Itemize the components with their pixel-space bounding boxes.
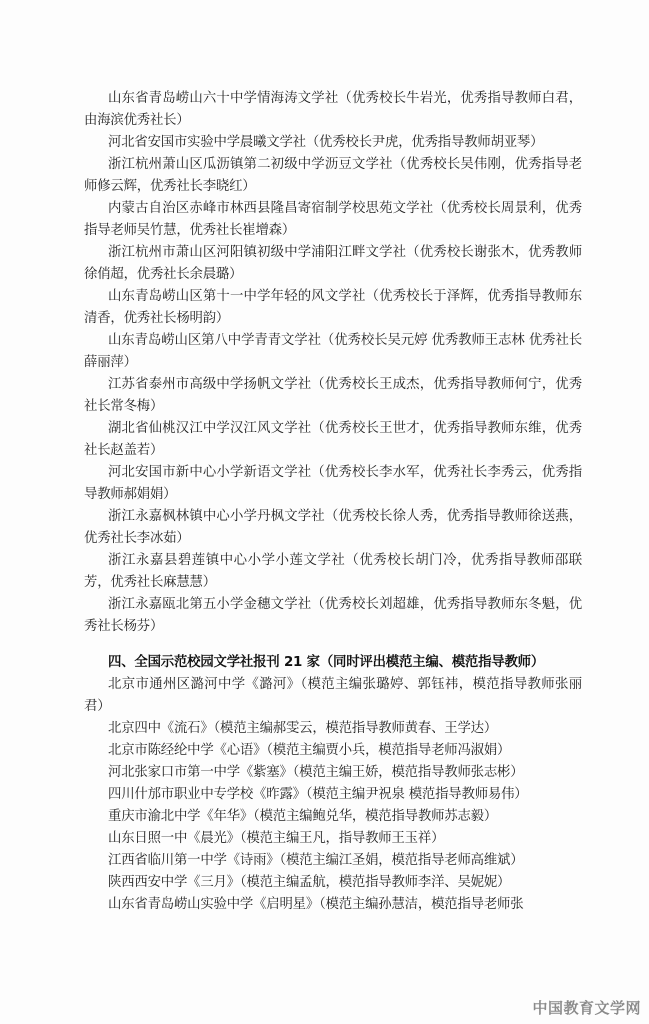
- award-entry: 北京市陈经纶中学《心语》（模范主编贾小兵，模范指导老师冯淑娟）: [108, 743, 511, 758]
- award-entry: 浙江杭州萧山区瓜沥镇第二初级中学沥豆文学社（优秀校长吴伟刚，优秀指导老师修云辉，优秀社长李晓红）: [84, 157, 582, 194]
- award-entry: 浙江永嘉枫林镇中心小学丹枫文学社（优秀校长徐人秀，优秀指导教师徐送燕，优秀社长李冰茹）: [84, 509, 582, 546]
- award-entry: 山东省青岛崂山实验中学《启明星》（模范主编孙慧洁，模范指导老师张: [108, 897, 524, 912]
- award-entry: 山东青岛崂山区第十一中学年轻的风文学社（优秀校长于泽辉，优秀指导教师东清香，优秀社长杨明韵）: [84, 289, 582, 326]
- award-entry: 内蒙古自治区赤峰市林西县隆昌寄宿制学校思苑文学社（优秀校长周景利，优秀指导老师吴竹慧，优秀社长崔增森）: [84, 201, 582, 238]
- site-watermark: 中国教育文学网: [532, 999, 641, 1017]
- award-entry: 江西省临川第一中学《诗雨》（模范主编江圣娟，模范指导老师高维斌）: [108, 853, 524, 868]
- section-spacer: [84, 638, 582, 652]
- award-entry: 北京四中《流石》（模范主编郝雯云，模范指导教师黄春、王学达）: [108, 721, 498, 736]
- award-entry: 河北张家口市第一中学《紫塞》（模范主编王娇，模范指导教师张志彬）: [108, 765, 524, 780]
- section-heading: 四、全国示范校园文学社报刊 21 家（同时评出模范主编、模范指导教师）: [108, 655, 545, 670]
- award-entry: 河北安国市新中心小学新语文学社（优秀校长李水军，优秀社长李秀云，优秀指导教师郝娟娟）: [84, 465, 582, 502]
- award-entry: 北京市通州区潞河中学《潞河》（模范主编张璐婷、郭钰祎，模范指导教师张丽君）: [84, 677, 582, 714]
- award-entry: 湖北省仙桃汉江中学汉江风文学社（优秀校长王世才，优秀指导教师东维，优秀社长赵盖若）: [84, 421, 582, 458]
- award-entry: 山东日照一中《晨光》（模范主编王凡，指导教师王玉祥）: [108, 831, 445, 846]
- award-entry: 山东青岛崂山区第八中学青青文学社（优秀校长吴元婷 优秀教师王志林 优秀社长薛丽萍）: [84, 333, 582, 370]
- award-entry: 江苏省泰州市高级中学扬帆文学社（优秀校长王成杰，优秀指导教师何宁，优秀社长常冬梅）: [84, 377, 582, 414]
- document-body: [84, 88, 582, 916]
- award-entry: 浙江永嘉瓯北第五小学金穗文学社（优秀校长刘超雄，优秀指导教师东冬魁，优秀社长杨芬）: [84, 597, 582, 634]
- award-entry: 四川什邡市职业中专学校《昨露》（模范主编尹祝泉 模范指导教师易伟）: [108, 787, 528, 802]
- award-entry: 陕西西安中学《三月》（模范主编孟航，模范指导教师李洋、吴妮妮）: [108, 875, 511, 890]
- award-entry: 山东省青岛崂山六十中学情海涛文学社（优秀校长牛岩光，优秀指导教师白君，由海滨优秀社长）: [84, 91, 582, 128]
- award-entry: 浙江杭州市萧山区河阳镇初级中学浦阳江畔文学社（优秀校长谢张木，优秀教师徐俏超，优秀社长余晨璐）: [84, 245, 582, 282]
- award-entry: 浙江永嘉县碧莲镇中心小学小莲文学社（优秀校长胡门冷，优秀指导教师邵联芳，优秀社长麻慧慧）: [84, 553, 582, 590]
- award-entry: 重庆市渝北中学《年华》（模范主编鲍兑华，模范指导教师苏志毅）: [108, 809, 498, 824]
- award-entry: 河北省安国市实验中学晨曦文学社（优秀校长尹虎，优秀指导教师胡亚琴）: [108, 135, 544, 150]
